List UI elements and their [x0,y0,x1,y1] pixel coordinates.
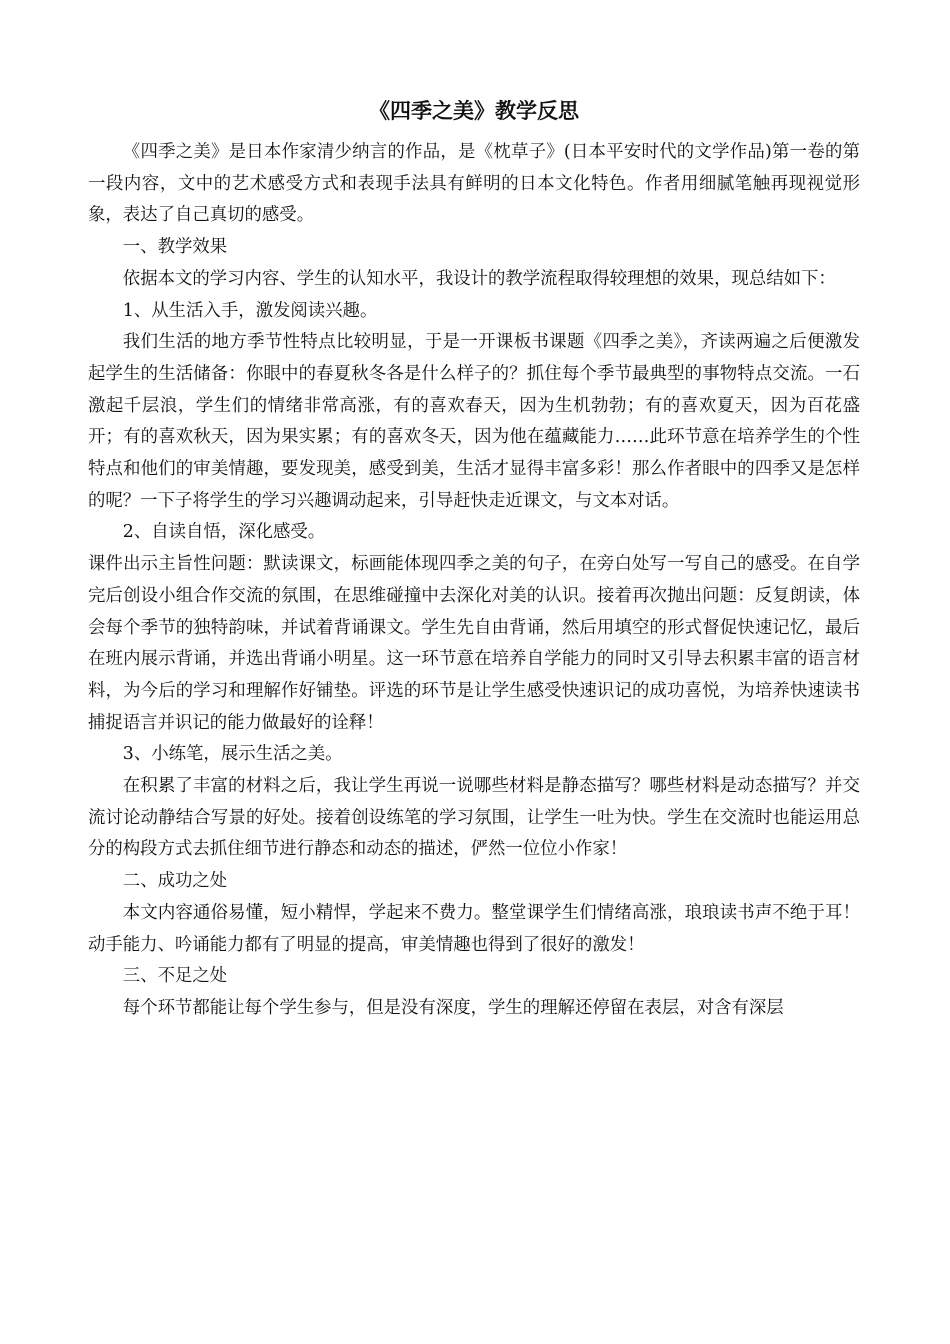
shortcomings-paragraph: 每个环节都能让每个学生参与，但是没有深度，学生的理解还停留在表层，对含有深层 [122,997,784,1018]
section-heading-shortcomings: 三、不足之处 [122,966,228,987]
intro-paragraph: 《四季之美》是日本作家清少纳言的作品，是《枕草子》(日本平安时代的文学作品)第一卷的第一段内容，文中的艺术感受方式和表现手法具有鲜明的日本文化特色。作者用细腻笔触再现视觉形象，表达了自己真切的感受。 [88,142,860,226]
successes-paragraph: 本文内容通俗易懂，短小精悍，学起来不费力。整堂课学生们情绪高涨，琅琅读书声不绝于耳！动手能力、吟诵能力都有了明显的提高，审美情趣也得到了很好的激发！ [88,902,860,955]
teaching-effect-summary: 依据本文的学习内容、学生的认知水平，我设计的教学流程取得较理想的效果，现总结如下： [122,268,836,289]
section-heading-teaching-effect: 一、教学效果 [122,237,228,258]
section-heading-successes: 二、成功之处 [122,871,228,892]
subheading-start-from-life: 1、从生活入手，激发阅读兴趣。 [122,300,378,321]
document-page [88,96,860,1025]
self-reading-paragraph: 课件出示主旨性问题：默读课文，标画能体现四季之美的句子，在旁白处写一写自己的感受。在自学完后创设小组合作交流的氛围，在思维碰撞中去深化对美的认识。接着再次抛出问题：反复朗读，体会每个季节的独特韵味，并试着背诵课文。学生先自由背诵，然后用填空的形式督促快速记忆，最后在班内展示背诵，并选出背诵小明星。这一环节意在培养自学能力的同时又引导去积累丰富的语言材料，为今后的学习和理解作好铺垫。评选的环节是让学生感受快速识记的成功喜悦，为培养快速读书捕捉语言并识记的能力做最好的诠释！ [88,554,860,733]
subheading-self-reading: 2、自读自悟，深化感受。 [122,522,326,543]
document-title: 《四季之美》教学反思 [369,99,579,123]
start-from-life-paragraph: 我们生活的地方季节性特点比较明显，于是一开课板书课题《四季之美》，齐读两遍之后便激发起学生的生活储备：你眼中的春夏秋冬各是什么样子的？抓住每个季节最典型的事物特点交流。一石激起千层浪，学生们的情绪非常高涨，有的喜欢春天，因为生机勃勃；有的喜欢夏天，因为百花盛开；有的喜欢秋天，因为果实累；有的喜欢冬天，因为他在蕴藏能力……此环节意在培养学生的个性特点和他们的审美情趣，要发现美，感受到美，生活才显得丰富多彩！那么作者眼中的四季又是怎样的呢？一下子将学生的学习兴趣调动起来，引导赶快走近课文，与文本对话。 [88,332,860,511]
subheading-writing-practice: 3、小练笔，展示生活之美。 [122,744,343,765]
writing-practice-paragraph: 在积累了丰富的材料之后，我让学生再说一说哪些材料是静态描写？哪些材料是动态描写？并交流讨论动静结合写景的好处。接着创设练笔的学习氛围，让学生一吐为快。学生在交流时也能运用总分的构段方式去抓住细节进行静态和动态的描述，俨然一位位小作家！ [88,776,860,860]
